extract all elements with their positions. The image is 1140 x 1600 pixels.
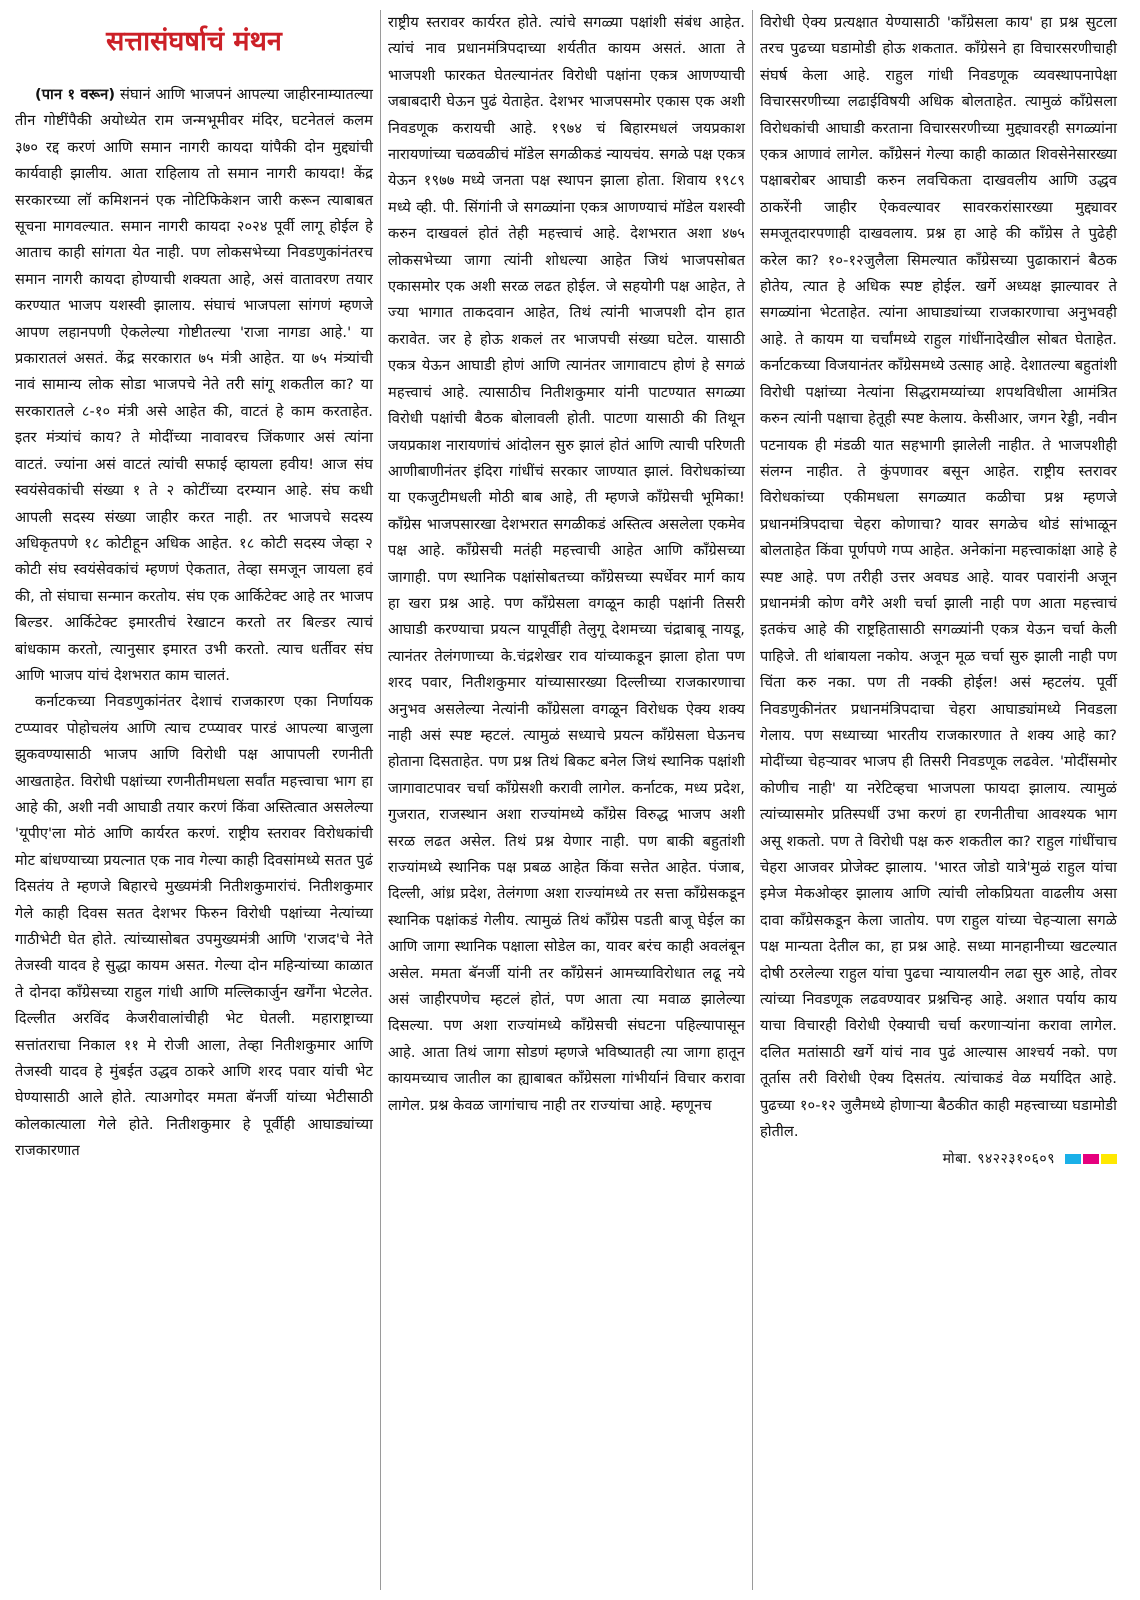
yellow-swatch — [1101, 1154, 1117, 1164]
column-1 — [8, 10, 380, 1590]
continuation-kicker: (पान १ वरून) — [35, 86, 116, 103]
column-2 — [380, 10, 752, 1590]
article-headline: सत्तासंघर्षाचं मंथन — [106, 26, 282, 57]
paragraph: राष्ट्रीय स्तरावर कार्यरत होते. त्यांचे सगळ्या पक्षांशी संबंध आहेत. त्यांचं नाव प्रधानमंत्रिपदाच्या शर्यतीत कायम असतं. आता ते भाजपशी फारकत घेतल्यानंतर विरोधी पक्षांना एकत्र आणण्याची जबाबदारी घेऊन पुढं येताहेत. देशभर भाजपसमोर एकास एक अशी निवडणूक करायची आहे. १९७४ चं बिहारमधलं जयप्रकाश नारायणांच्या चळवळीचं मॉडेल सगळीकडं न्यायचंय. सगळे पक्ष एकत्र येऊन १९७७ मध्ये जनता पक्ष स्थापन झाला होता. शिवाय १९८९ मध्ये व्ही. पी. सिंगांनी जे सगळ्यांना एकत्र आणण्याचं मॉडेल यशस्वी करुन दाखवलं होतं तेही महत्त्वाचं आहे. देशभरात अशा ४७५ लोकसभेच्या जागा त्यांनी शोधल्या आहेत जिथं भाजपसोबत एकासमोर एक अशी सरळ लढत होईल. जे सहयोगी पक्ष आहेत, ते ज्या भागात ताकदवान आहेत, तिथं त्यांनी भाजपशी दोन हात करावेत. जर हे होऊ शकलं तर भाजपची संख्या घटेल. यासाठी एकत्र येऊन आघाडी होणं आणि त्यानंतर जागावाटप होणं हे सगळं महत्त्वाचं आहे. त्यासाठीच नितीशकुमार यांनी पाटण्यात सगळ्या विरोधी पक्षांची बैठक बोलावली होती. पाटणा यासाठी की तिथून जयप्रकाश नारायणांचं आंदोलन सुरु झालं होतं आणि त्याची परिणती आणीबाणीनंतर इंदिरा गांधींचं सरकार जाण्यात झालं. विरोधकांच्या या एकजुटीमधली मोठी बाब आहे, ती म्हणजे काँग्रेसची भूमिका! काँग्रेस भाजपसारखा देशभरात सगळीकडं अस्तित्व असलेला एकमेव पक्ष आहे. काँग्रेसची मतंही महत्त्वाची आहेत आणि काँग्रेसच्या जागाही. पण स्थानिक पक्षांसोबतच्या काँग्रेसच्या स्पर्धेवर मार्ग काय हा खरा प्रश्न आहे. पण काँग्रेसला वगळून काही पक्षांनी तिसरी आघाडी करण्याचा प्रयत्न यापूर्वीही तेलुगू देशमच्या चंद्राबाबू नायडू, त्यानंतर तेलंगणाच्या के.चंद्रशेखर राव यांच्याकडून झाला होता पण शरद पवार, नितीशकुमार यांच्यासारख्या दिल्लीच्या राजकारणाचा अनुभव असलेल्या नेत्यांनी काँग्रेसला वगळून विरोधक ऐक्य शक्य नाही असं स्पष्ट म्हटलं. त्यामुळं सध्याचे प्रयत्न काँग्रेसला घेऊनच होताना दिसताहेत. पण प्रश्न तिथं बिकट बनेल जिथं स्थानिक पक्षांशी जागावाटपावर चर्चा काँग्रेसशी करावी लागेल. कर्नाटक, मध्य प्रदेश, गुजरात, राजस्थान अशा राज्यांमध्ये काँग्रेस विरुद्ध भाजप अशी सरळ लढत असेल. तिथं प्रश्न येणार नाही. पण बाकी बहुतांशी राज्यांमध्ये स्थानिक पक्ष प्रबळ आहेत किंवा सत्तेत आहेत. पंजाब, दिल्ली, आंध्र प्रदेश, तेलंगणा अशा राज्यांमध्ये तर सत्ता काँग्रेसकडून स्थानिक पक्षांकडं गेलीय. त्यामुळं तिथं काँग्रेस पडती बाजू घेईल का आणि जागा स्थानिक पक्षाला सोडेल का, यावर बरंच काही अवलंबून असेल. ममता बॅनर्जी यांनी तर काँग्रेसनं आमच्याविरोधात लढू नये असं जाहीरपणेच म्हटलं होतं, पण आता त्या मवाळ झालेल्या दिसल्या. पण अशा राज्यांमध्ये काँग्रेसची संघटना पहिल्यापासून आहे. आता तिथं जागा सोडणं म्हणजे भविष्यातही त्या जागा हातून कायमच्याच जातील का ह्याबाबत काँग्रेसला गांभीर्यानं विचार करावा लागेल. प्रश्न केवळ जागांचाच नाही तर राज्यांचा आहे. म्हणूनच — [388, 14, 745, 1114]
column-3 — [752, 10, 1124, 1590]
article-columns — [8, 10, 1130, 1590]
paragraph-text: संघानं आणि भाजपनं आपल्या जाहीरनाम्यातल्या तीन गोष्टींपैकी अयोध्येत राम जन्मभूमीवर मंदिर, घटनेतलं कलम ३७० रद्द करणं आणि समान नागरी कायदा यांपैकी दोन मुद्द्यांची कार्यवाही झालीय. आता राहिलाय तो समान नागरी कायदा! केंद्र सरकारच्या लॉ कमिशननं एक नोटिफिकेशन जारी करून त्याबाबत सूचना मागवल्यात. समान नागरी कायदा २०२४ पूर्वी लागू होईल हे आताच काही सांगता येत नाही. पण लोकसभेच्या निवडणुकांनंतरच समान नागरी कायदा होण्याची शक्यता आहे, असं वातावरण तयार करण्यात भाजप यशस्वी झालाय. संघाचं भाजपला सांगणं म्हणजे आपण लहानपणी ऐकलेल्या गोष्टीतल्या 'राजा नागडा आहे.' या प्रकारातलं असतं. केंद्र सरकारात ७५ मंत्री आहेत. या ७५ मंत्र्यांची नावं सामान्य लोक सोडा भाजपचे नेते तरी सांगू शकतील का? या सरकारातले ८-१० मंत्री असे आहेत की, वाटतं हे काम करताहेत. इतर मंत्र्यांचं काय? ते मोदींच्या नावावरच जिंकणार असं त्यांना वाटतं. ज्यांना असं वाटतं त्यांची सफाई व्हायला हवीय! आज संघ स्वयंसेवकांची संख्या १ ते २ कोटींच्या दरम्यान आहे. संघ कधी आपली सदस्य संख्या जाहीर करत नाही. तर भाजपचे सदस्य अधिकृतपणे १८ कोटीहून अधिक आहेत. १८ कोटी सदस्य जेव्हा २ कोटी संघ स्वयंसेवकांचं म्हणणं ऐकतात, तेव्हा समजून जायला हवं की, तो संघाचा सन्मान करतोय. संघ एक आर्किटेक्ट आहे तर भाजप बिल्डर. आर्किटेक्ट इमारतीचं रेखाटन करतो तर बिल्डर त्याचं बांधकाम करतो, त्यानुसार इमारत उभी करतो. त्याच धर्तीवर संघ आणि भाजप यांचं देशभरात काम चालतं. — [15, 86, 373, 684]
author-mobile: मोबा. ९४२२३१०६०९ — [942, 1151, 1055, 1168]
paragraph: कर्नाटकच्या निवडणुकांनंतर देशाचं राजकारण एका निर्णायक टप्प्यावर पोहोचलंय आणि त्याच टप्प्यावर पारडं आपल्या बाजुला झुकवण्यासाठी भाजप आणि विरोधी पक्ष आपापली रणनीती आखताहेत. विरोधी पक्षांच्या रणनीतीमधला सर्वांत महत्त्वाचा भाग हा आहे की, अशी नवी आघाडी तयार करणं किंवा अस्तित्वात असलेल्या 'यूपीए'ला मोठं आणि कार्यरत करणं. राष्ट्रीय स्तरावर विरोधकांची मोट बांधण्याच्या प्रयत्नात एक नाव गेल्या काही दिवसांमध्ये सतत पुढं दिसतंय ते म्हणजे बिहारचे मुख्यमंत्री नितीशकुमारांचं. नितीशकुमार गेले काही दिवस सतत देशभर फिरुन विरोधी पक्षांच्या नेत्यांच्या गाठीभेटी घेत होते. त्यांच्यासोबत उपमुख्यमंत्री आणि 'राजद'चे नेते तेजस्वी यादव हे सुद्धा कायम असत. गेल्या दोन महिन्यांच्या काळात ते दोनदा काँग्रेसच्या राहुल गांधी आणि मल्लिकार्जुन खर्गेंना भेटलेत. दिल्लीत अरविंद केजरीवालांचीही भेट घेतली. महाराष्ट्राच्या सत्तांतराचा निकाल ११ मे रोजी आला, तेव्हा नितीशकुमार आणि तेजस्वी यादव हे मुंबईत उद्धव ठाकरे आणि शरद पवार यांची भेट घेण्यासाठी आले होते. त्याअगोदर ममता बॅनर्जी यांच्या भेटीसाठी कोलकात्याला गेले होते. नितीशकुमार हे पूर्वीही आघाड्यांच्या राजकारणात — [15, 693, 373, 1160]
magenta-swatch — [1083, 1154, 1099, 1164]
cyan-swatch — [1065, 1154, 1081, 1164]
print-color-swatches — [1065, 1154, 1117, 1164]
paragraph: विरोधी ऐक्य प्रत्यक्षात येण्यासाठी 'काँग्रेसला काय' हा प्रश्न सुटला तरच पुढच्या घडामोडी होऊ शकतात. काँग्रेसने हा विचारसरणीचाही संघर्ष केला आहे. राहुल गांधी निवडणूक व्यवस्थापनापेक्षा विचारसरणीच्या लढाईविषयी अधिक बोलताहेत. त्यामुळं काँग्रेसला विरोधकांची आघाडी करताना विचारसरणीच्या मुद्द्यावरही सगळ्यांना एकत्र आणावं लागेल. काँग्रेसनं गेल्या काही काळात शिवसेनेसारख्या पक्षाबरोबर आघाडी करुन लवचिकता दाखवलीय आणि उद्धव ठाकरेंनी जाहीर ऐकवल्यावर सावरकरांसारख्या मुद्द्यावर समजूतदारपणाही दाखवलाय. प्रश्न हा आहे की काँग्रेस ते पुढेही करेल का? १०-१२जुलैला सिमल्यात काँग्रेसच्या पुढाकारानं बैठक होतेय, त्यात हे अधिक स्पष्ट होईल. खर्गे अध्यक्ष झाल्यावर ते सगळ्यांना भेटताहेत. त्यांना आघाड्यांच्या राजकारणाचा अनुभवही आहे. ते कायम या चर्चांमध्ये राहुल गांधींनादेखील सोबत घेताहेत. कर्नाटकच्या विजयानंतर काँग्रेसमध्ये उत्साह आहे. देशातल्या बहुतांशी विरोधी पक्षांच्या नेत्यांना सिद्धरामय्यांच्या शपथविधीला आमंत्रित करुन त्यांनी पक्षाचा हेतूही स्पष्ट केलाय. केसीआर, जगन रेड्डी, नवीन पटनायक ही मंडळी यात सहभागी झालेली नाहीत. ते भाजपशीही संलग्न नाहीत. ते कुंपणावर बसून आहेत. राष्ट्रीय स्तरावर विरोधकांच्या एकीमधला सगळ्यात कळीचा प्रश्न म्हणजे प्रधानमंत्रिपदाचा चेहरा कोणाचा? यावर सगळेच थोडं सांभाळून बोलताहेत किंवा पूर्णपणे गप्प आहेत. अनेकांना महत्त्वाकांक्षा आहे हे स्पष्ट आहे. पण तरीही उत्तर अवघड आहे. यावर पवारांनी अजून प्रधानमंत्री कोण वगैरे अशी चर्चा झाली नाही पण आता महत्त्वाचं इतकंच आहे की राष्ट्रहितासाठी सगळ्यांनी एकत्र येऊन चर्चा केली पाहिजे. ती थांबायला नकोय. अजून मूळ चर्चा सुरु झाली नाही पण चिंता करु नका. पण ती नक्की होईल! असं म्हटलंय. पूर्वी निवडणुकीनंतर प्रधानमंत्रिपदाचा चेहरा आघाड्यांमध्ये निवडला गेलाय. पण सध्याच्या भारतीय राजकारणात ते शक्य आहे का? मोदींच्या चेहऱ्यावर भाजप ही तिसरी निवडणूक लढवेल. 'मोदींसमोर कोणीच नाही' या नरेटिव्हचा भाजपला फायदा झालाय. त्यामुळं त्यांच्यासमोर प्रतिस्पर्धी उभा करणं हा रणनीतीचा आवश्यक भाग असू शकतो. पण ते विरोधी पक्ष करु शकतील का? राहुल गांधींचाच चेहरा आजवर प्रोजेक्ट झालाय. 'भारत जोडो यात्रे'मुळं राहुल यांचा इमेज मेकओव्हर झालाय आणि त्यांची लोकप्रियता वाढलीय असा दावा काँग्रेसकडून केला जातोय. पण राहुल यांच्या चेहऱ्याला सगळे पक्ष मान्यता देतील का, हा प्रश्न आहे. सध्या मानहानीच्या खटल्यात दोषी ठरलेल्या राहुल यांचा पुढचा न्यायालयीन लढा सुरु आहे, तोवर त्यांच्या निवडणूक लढवण्यावर प्रश्नचिन्ह आहे. अशात पर्याय काय याचा विचारही विरोधी ऐक्याची चर्चा करणाऱ्यांना करावा लागेल. दलित मतांसाठी खर्गे यांचं नाव पुढं आल्यास आश्चर्य नको. पण तूर्तास तरी विरोधी ऐक्य दिसतंय. त्यांचाकडं वेळ मर्यादित आहे. पुढच्या १०-१२ जुलैमध्ये होणाऱ्या बैठकीत काही महत्त्वाच्या घडामोडी होतील. — [760, 14, 1117, 1141]
article-footer — [760, 1149, 1117, 1168]
paragraph — [15, 82, 373, 689]
